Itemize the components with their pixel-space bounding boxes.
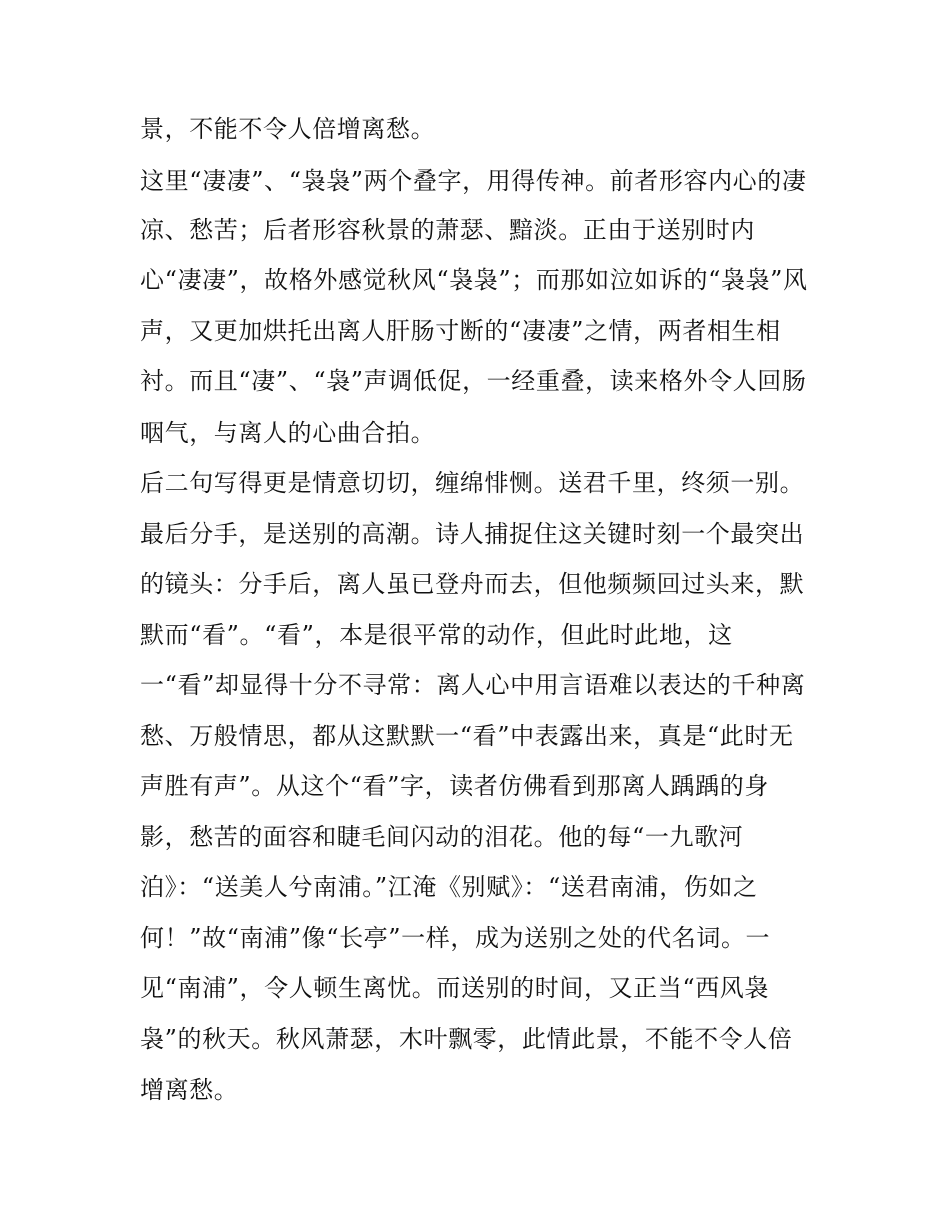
text-line: 默而“看”。“看”，本是很平常的动作，但此时此地，这 [140,621,733,649]
text-line: 泊》：“送美人兮南浦。”江淹《别赋》：“送君南浦，伤如之 [140,873,758,901]
text-line: 最后分手，是送别的高潮。诗人捕捉住这关键时刻一个最突出 [140,520,805,548]
text-line: 一“看”却显得十分不寻常：离人心中用言语难以表达的千种离 [140,671,806,699]
text-line: 后二句写得更是情意切切，缠绵悱恻。送君千里，终须一别。 [140,469,805,497]
text-line: 影，愁苦的面容和睫毛间闪动的泪花。他的每“一九歌河 [140,823,744,851]
text-line: 声胜有声”。从这个“看”字，读者仿佛看到那离人踽踽的身 [140,772,770,800]
text-line: 衬。而且“凄”、“袅”声调低促，一经重叠，读来格外令人回肠 [140,367,807,395]
text-line: 的镜头：分手后，离人虽已登舟而去，但他频频回过头来，默 [140,570,805,598]
text-line: 袅”的秋天。秋风萧瑟，木叶飘零，此情此景，不能不令人倍 [140,1025,793,1053]
text-line: 增离愁。 [140,1076,239,1104]
text-line: 景，不能不令人倍增离愁。 [140,115,436,143]
text-line: 愁、万般情思，都从这默默一“看”中表露出来，真是“此时无 [140,722,794,750]
text-line: 这里“凄凄”、“袅袅”两个叠字，用得传神。前者形容内心的凄 [140,167,807,195]
text-line: 见“南浦”，令人顿生离忧。而送别的时间，又正当“西风袅 [140,974,770,1002]
text-line: 何！”故“南浦”像“长亭”一样，成为送别之处的代名词。一 [140,924,771,952]
text-line: 咽气，与离人的心曲合拍。 [140,419,436,447]
text-line: 凉、愁苦；后者形容秋景的萧瑟、黯淡。正由于送别时内 [140,216,755,244]
text-line: 声，又更加烘托出离人肝肠寸断的“凄凄”之情，两者相生相 [140,317,781,345]
text-line: 心“凄凄”，故格外感觉秋风“袅袅”；而那如泣如诉的“袅袅”风 [140,266,808,294]
